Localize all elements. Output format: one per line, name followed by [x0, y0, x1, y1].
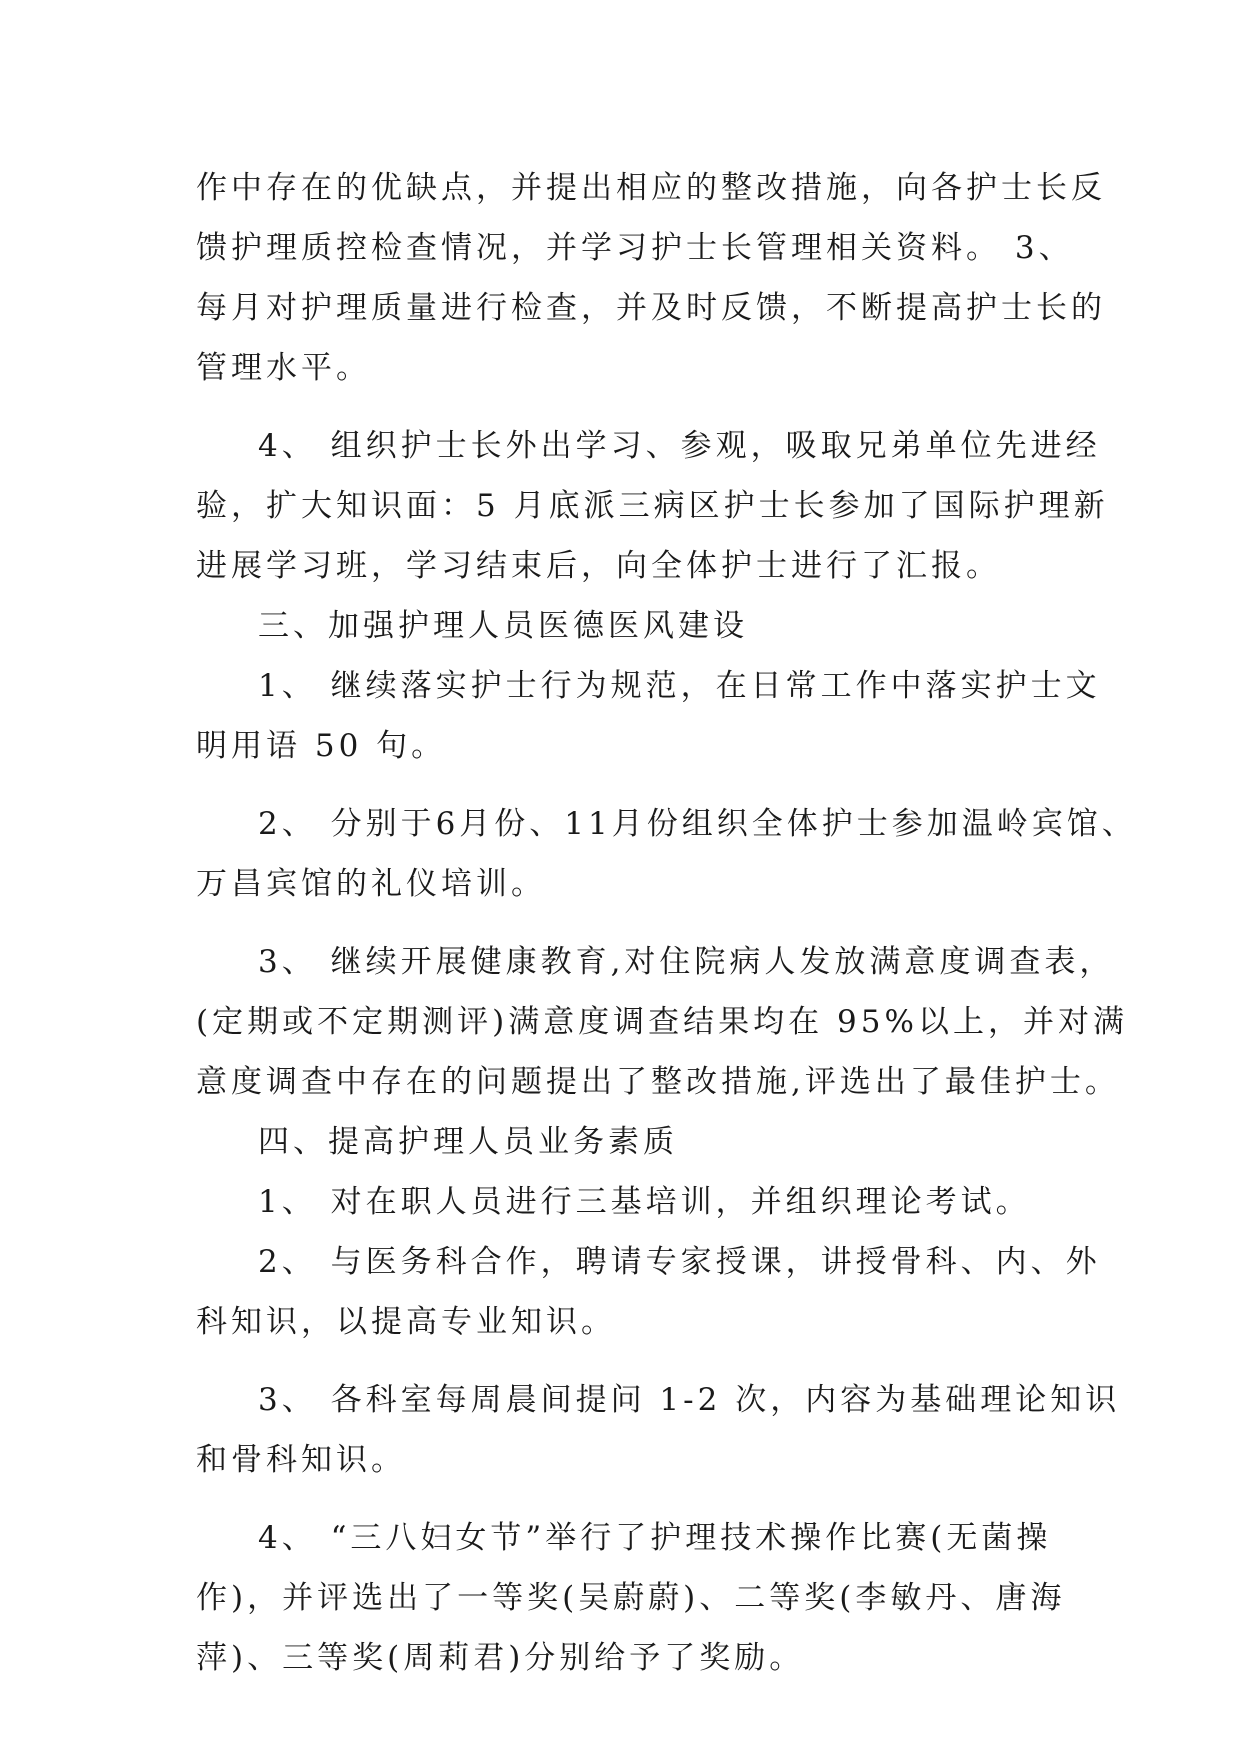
text-line: 馈护理质控检查情况，并学习护士长管理相关资料。 3、 — [196, 230, 1074, 266]
text-line: 2、 与医务科合作，聘请专家授课，讲授骨科、内、外 — [258, 1244, 1101, 1280]
document-body — [196, 158, 1137, 1688]
text-line: 意度调查中存在的问题提出了整改措施,评选出了最佳护士。 — [196, 1064, 1120, 1100]
text-line: 进展学习班，学习结束后，向全体护士进行了汇报。 — [196, 548, 1001, 584]
text-line: 作)，并评选出了一等奖(吴蔚蔚)、二等奖(李敏丹、唐海 — [196, 1580, 1066, 1616]
text-line: 每月对护理质量进行检查，并及时反馈，不断提高护士长的 — [196, 290, 1106, 326]
text-line: 2、 分别于6月份、11月份组织全体护士参加温岭宾馆、 — [258, 806, 1137, 842]
text-line: 3、 继续开展健康教育,对住院病人发放满意度调查表， — [258, 944, 1115, 980]
section-heading: 四、提高护理人员业务素质 — [258, 1124, 678, 1160]
text-line: 萍)、三等奖(周莉君)分别给予了奖励。 — [196, 1640, 805, 1676]
section-heading: 三、加强护理人员医德医风建设 — [258, 608, 748, 644]
text-line: 验，扩大知识面：5 月底派三病区护士长参加了国际护理新 — [196, 488, 1109, 524]
text-line: 4、 组织护士长外出学习、参观，吸取兄弟单位先进经 — [258, 428, 1101, 464]
text-line: 3、 各科室每周晨间提问 1-2 次，内容为基础理论知识 — [258, 1382, 1121, 1418]
text-line: 4、 “三八妇女节”举行了护理技术操作比赛(无菌操 — [258, 1520, 1052, 1556]
text-line: 管理水平。 — [196, 350, 371, 386]
text-line: 1、 继续落实护士行为规范，在日常工作中落实护士文 — [258, 668, 1101, 704]
text-line: 作中存在的优缺点，并提出相应的整改措施，向各护士长反 — [196, 170, 1106, 206]
text-line: 万昌宾馆的礼仪培训。 — [196, 866, 546, 902]
text-line: 和骨科知识。 — [196, 1442, 406, 1478]
text-line: 1、 对在职人员进行三基培训，并组织理论考试。 — [258, 1184, 1031, 1220]
text-line: (定期或不定期测评)满意度调查结果均在 95%以上，并对满 — [196, 1004, 1128, 1040]
text-line: 明用语 50 句。 — [196, 728, 447, 764]
text-line: 科知识，以提高专业知识。 — [196, 1304, 616, 1340]
